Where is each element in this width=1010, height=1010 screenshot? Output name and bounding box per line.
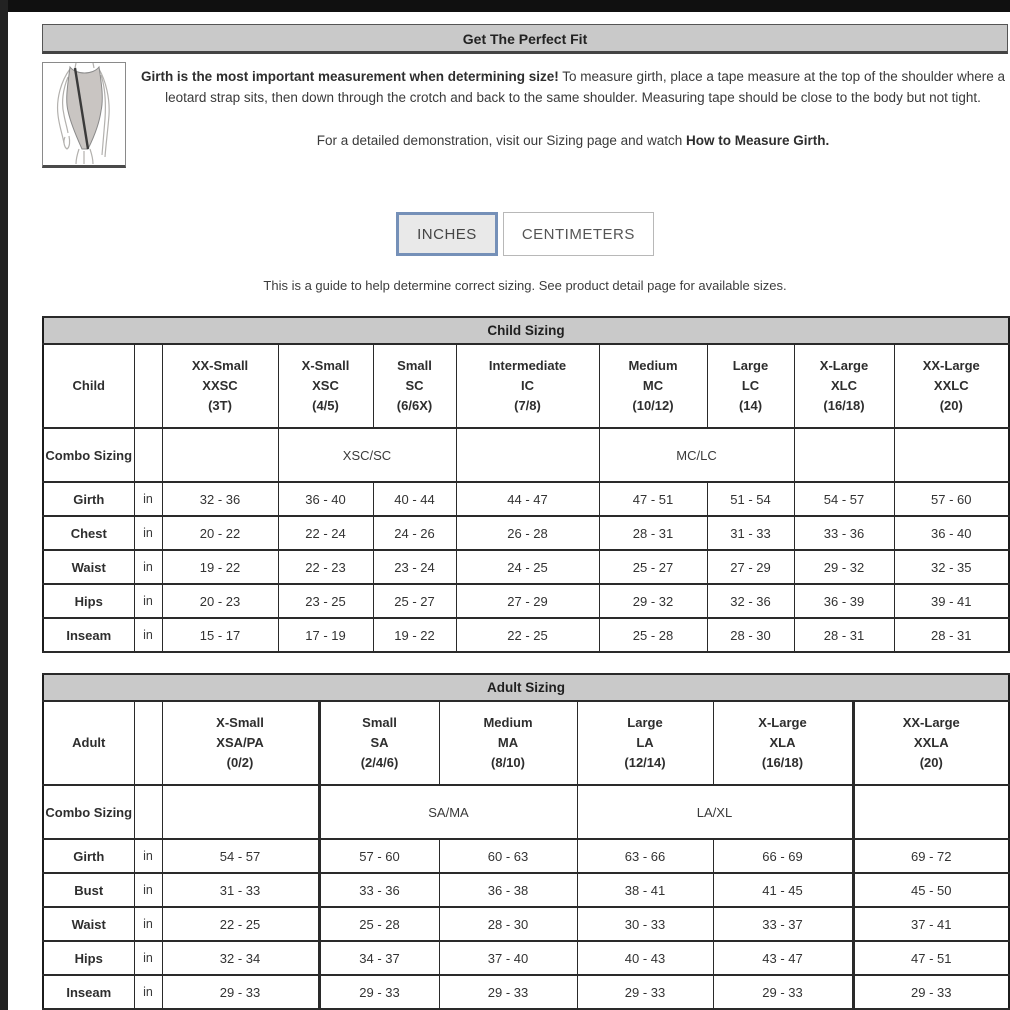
measure-value-cell: 17 - 19 xyxy=(278,618,373,652)
measure-value-cell: 30 - 33 xyxy=(577,907,713,941)
measure-value-cell: 29 - 33 xyxy=(853,975,1009,1009)
size-column-header xyxy=(707,344,794,428)
unit-cell: in xyxy=(134,550,162,584)
measure-value-cell: 36 - 40 xyxy=(894,516,1009,550)
measure-value-cell: 23 - 25 xyxy=(278,584,373,618)
size-column-name: X-Small xyxy=(216,715,264,730)
unit-cell: in xyxy=(134,618,162,652)
measure-value-cell: 32 - 34 xyxy=(162,941,319,975)
table-title: Adult Sizing xyxy=(43,674,1009,701)
unit-cell: in xyxy=(134,584,162,618)
unit-header-cell xyxy=(134,701,162,785)
measure-row-label: Inseam xyxy=(43,975,134,1009)
measure-value-cell: 27 - 29 xyxy=(707,550,794,584)
measure-value-cell: 26 - 28 xyxy=(456,516,599,550)
combo-sizing-label: Combo Sizing xyxy=(43,428,134,482)
measure-value-cell: 29 - 32 xyxy=(599,584,707,618)
measure-value-cell: 38 - 41 xyxy=(577,873,713,907)
measure-value-cell: 25 - 28 xyxy=(319,907,439,941)
unit-cell: in xyxy=(134,516,162,550)
size-column-name: XX-Large xyxy=(902,715,960,730)
size-column-name: Large xyxy=(732,358,769,373)
measure-value-cell: 28 - 31 xyxy=(794,618,894,652)
intro-text xyxy=(138,62,1008,168)
unit-toggle xyxy=(42,212,1008,256)
measure-value-cell: 29 - 33 xyxy=(162,975,319,1009)
size-column-code: XXSC xyxy=(202,378,238,393)
measure-value-cell: 28 - 30 xyxy=(439,907,577,941)
unit-cell: in xyxy=(134,907,162,941)
combo-cell xyxy=(456,428,599,482)
size-column-header xyxy=(278,344,373,428)
page-title: Get The Perfect Fit xyxy=(42,24,1008,54)
measure-value-cell: 32 - 35 xyxy=(894,550,1009,584)
measure-value-cell: 22 - 25 xyxy=(162,907,319,941)
measure-value-cell: 33 - 36 xyxy=(794,516,894,550)
measure-value-cell: 28 - 31 xyxy=(894,618,1009,652)
size-column-name: XX-Large xyxy=(922,358,980,373)
size-column-code: SC xyxy=(405,378,424,393)
measure-value-cell: 34 - 37 xyxy=(319,941,439,975)
measure-value-cell: 29 - 33 xyxy=(577,975,713,1009)
measure-value-cell: 28 - 31 xyxy=(599,516,707,550)
size-column-code: MC xyxy=(642,378,664,393)
measure-value-cell: 54 - 57 xyxy=(162,839,319,873)
girth-instructions-rest: To measure girth, place a tape measure at the top of the shoulder where a leotard strap sits, then down through the crotch and back to the same shoulder. Measuring tape should be close to the body but not tight. xyxy=(165,69,1006,105)
measure-value-cell: 43 - 47 xyxy=(713,941,853,975)
size-column-header xyxy=(373,344,456,428)
leotard-girth-diagram-icon xyxy=(42,62,126,168)
combo-cell: XSC/SC xyxy=(278,428,456,482)
unit-cell: in xyxy=(134,941,162,975)
measure-value-cell: 24 - 26 xyxy=(373,516,456,550)
child-sizing-table xyxy=(42,316,1010,653)
measure-value-cell: 20 - 23 xyxy=(162,584,278,618)
measure-value-cell: 19 - 22 xyxy=(162,550,278,584)
size-column-sizes: (8/10) xyxy=(491,755,525,770)
combo-cell: LA/XL xyxy=(577,785,853,839)
size-column-name: X-Large xyxy=(819,358,869,373)
size-column-name: X-Small xyxy=(301,358,350,373)
measure-value-cell: 29 - 33 xyxy=(713,975,853,1009)
measure-value-cell: 66 - 69 xyxy=(713,839,853,873)
size-column-code: XXLC xyxy=(933,378,969,393)
unit-header-cell xyxy=(134,344,162,428)
intro-section xyxy=(42,62,1008,168)
measure-value-cell: 33 - 36 xyxy=(319,873,439,907)
demo-note-prefix: For a detailed demonstration, visit our Sizing page and watch xyxy=(316,133,686,148)
size-column-header xyxy=(894,344,1009,428)
size-column-header xyxy=(853,701,1009,785)
measure-value-cell: 41 - 45 xyxy=(713,873,853,907)
size-column-name: Medium xyxy=(628,358,678,373)
size-column-name: Small xyxy=(362,715,397,730)
measure-value-cell: 15 - 17 xyxy=(162,618,278,652)
measure-value-cell: 47 - 51 xyxy=(599,482,707,516)
unit-cell xyxy=(134,785,162,839)
measure-value-cell: 69 - 72 xyxy=(853,839,1009,873)
measure-value-cell: 36 - 38 xyxy=(439,873,577,907)
unit-cell: in xyxy=(134,482,162,516)
size-column-sizes: (16/18) xyxy=(761,755,804,770)
measure-row-label: Waist xyxy=(43,907,134,941)
measure-value-cell: 39 - 41 xyxy=(894,584,1009,618)
combo-sizing-label: Combo Sizing xyxy=(43,785,134,839)
measure-value-cell: 47 - 51 xyxy=(853,941,1009,975)
girth-instructions-bold: Girth is the most important measurement when determining size! xyxy=(140,69,559,84)
size-column-code: LA xyxy=(636,735,654,750)
size-column-name: Small xyxy=(397,358,432,373)
measure-value-cell: 27 - 29 xyxy=(456,584,599,618)
demo-note xyxy=(138,130,1008,151)
table-title: Child Sizing xyxy=(43,317,1009,344)
combo-cell xyxy=(162,428,278,482)
measure-value-cell: 32 - 36 xyxy=(707,584,794,618)
size-column-sizes: (2/4/6) xyxy=(360,755,399,770)
size-column-header xyxy=(713,701,853,785)
measure-value-cell: 22 - 23 xyxy=(278,550,373,584)
size-column-header xyxy=(794,344,894,428)
measure-row-label: Hips xyxy=(43,941,134,975)
size-column-name: XX-Small xyxy=(191,358,249,373)
centimeters-button[interactable]: CENTIMETERS xyxy=(503,212,654,256)
sizing-guide-note: This is a guide to help determine correct sizing. See product detail page for available sizes. xyxy=(263,278,787,293)
page-content xyxy=(42,24,1008,1010)
size-column-name: Intermediate xyxy=(488,358,567,373)
measure-value-cell: 20 - 22 xyxy=(162,516,278,550)
size-column-header xyxy=(319,701,439,785)
size-column-code: XXLA xyxy=(913,735,949,750)
measure-value-cell: 31 - 33 xyxy=(707,516,794,550)
size-column-sizes: (12/14) xyxy=(624,755,666,770)
size-column-sizes: (0/2) xyxy=(226,755,254,770)
unit-cell: in xyxy=(134,839,162,873)
measure-value-cell: 31 - 33 xyxy=(162,873,319,907)
measure-row-label: Hips xyxy=(43,584,134,618)
measure-value-cell: 29 - 33 xyxy=(319,975,439,1009)
screenshot-left-border xyxy=(0,0,8,1010)
size-column-name: Medium xyxy=(483,715,533,730)
adult-sizing-table xyxy=(42,673,1010,1010)
unit-cell: in xyxy=(134,873,162,907)
measure-value-cell: 37 - 40 xyxy=(439,941,577,975)
unit-cell: in xyxy=(134,975,162,1009)
inches-button[interactable]: INCHES xyxy=(396,212,498,256)
size-column-sizes: (20) xyxy=(939,398,963,413)
measure-value-cell: 22 - 24 xyxy=(278,516,373,550)
size-column-header xyxy=(162,344,278,428)
combo-cell: MC/LC xyxy=(599,428,794,482)
measure-value-cell: 37 - 41 xyxy=(853,907,1009,941)
measure-row-label: Waist xyxy=(43,550,134,584)
combo-cell xyxy=(894,428,1009,482)
measure-value-cell: 33 - 37 xyxy=(713,907,853,941)
size-column-code: LC xyxy=(741,378,760,393)
size-column-name: Large xyxy=(627,715,663,730)
measure-value-cell: 57 - 60 xyxy=(894,482,1009,516)
measure-value-cell: 44 - 47 xyxy=(456,482,599,516)
measure-value-cell: 57 - 60 xyxy=(319,839,439,873)
measure-value-cell: 51 - 54 xyxy=(707,482,794,516)
size-column-sizes: (3T) xyxy=(208,398,232,413)
girth-instructions xyxy=(138,66,1008,108)
measure-value-cell: 45 - 50 xyxy=(853,873,1009,907)
size-column-code: XSA/PA xyxy=(216,735,264,750)
size-column-code: XSC xyxy=(312,378,339,393)
size-column-header xyxy=(439,701,577,785)
measure-row-label: Girth xyxy=(43,839,134,873)
size-column-code: IC xyxy=(521,378,534,393)
size-column-sizes: (6/6X) xyxy=(396,398,433,413)
measure-value-cell: 36 - 39 xyxy=(794,584,894,618)
measure-value-cell: 40 - 43 xyxy=(577,941,713,975)
size-column-sizes: (10/12) xyxy=(632,398,674,413)
measure-value-cell: 19 - 22 xyxy=(373,618,456,652)
table-group-label: Adult xyxy=(43,701,134,785)
table-group-label: Child xyxy=(43,344,134,428)
size-column-sizes: (16/18) xyxy=(823,398,865,413)
size-column-sizes: (20) xyxy=(919,755,943,770)
measure-value-cell: 28 - 30 xyxy=(707,618,794,652)
size-column-sizes: (7/8) xyxy=(514,398,541,413)
size-column-name: X-Large xyxy=(758,715,807,730)
measure-value-cell: 32 - 36 xyxy=(162,482,278,516)
measure-value-cell: 40 - 44 xyxy=(373,482,456,516)
measure-value-cell: 29 - 32 xyxy=(794,550,894,584)
combo-cell xyxy=(162,785,319,839)
unit-cell xyxy=(134,428,162,482)
measure-value-cell: 24 - 25 xyxy=(456,550,599,584)
combo-cell xyxy=(794,428,894,482)
size-column-code: XLA xyxy=(769,735,796,750)
size-column-code: XLC xyxy=(831,378,857,393)
measure-value-cell: 60 - 63 xyxy=(439,839,577,873)
size-column-sizes: (14) xyxy=(738,398,763,413)
measure-value-cell: 25 - 28 xyxy=(599,618,707,652)
size-column-header xyxy=(456,344,599,428)
measure-value-cell: 54 - 57 xyxy=(794,482,894,516)
combo-cell xyxy=(853,785,1009,839)
demo-note-bold: How to Measure Girth. xyxy=(685,133,830,148)
size-column-header xyxy=(599,344,707,428)
size-column-code: MA xyxy=(497,735,519,750)
measure-row-label: Bust xyxy=(43,873,134,907)
measure-value-cell: 22 - 25 xyxy=(456,618,599,652)
size-column-code: SA xyxy=(370,735,389,750)
measure-value-cell: 29 - 33 xyxy=(439,975,577,1009)
measure-row-label: Chest xyxy=(43,516,134,550)
size-column-header xyxy=(577,701,713,785)
measure-value-cell: 63 - 66 xyxy=(577,839,713,873)
measure-value-cell: 36 - 40 xyxy=(278,482,373,516)
screenshot-top-border xyxy=(0,0,1010,12)
measure-row-label: Inseam xyxy=(43,618,134,652)
measure-row-label: Girth xyxy=(43,482,134,516)
measure-value-cell: 23 - 24 xyxy=(373,550,456,584)
measure-value-cell: 25 - 27 xyxy=(599,550,707,584)
size-column-header xyxy=(162,701,319,785)
measure-value-cell: 25 - 27 xyxy=(373,584,456,618)
size-column-sizes: (4/5) xyxy=(312,398,339,413)
combo-cell: SA/MA xyxy=(319,785,577,839)
